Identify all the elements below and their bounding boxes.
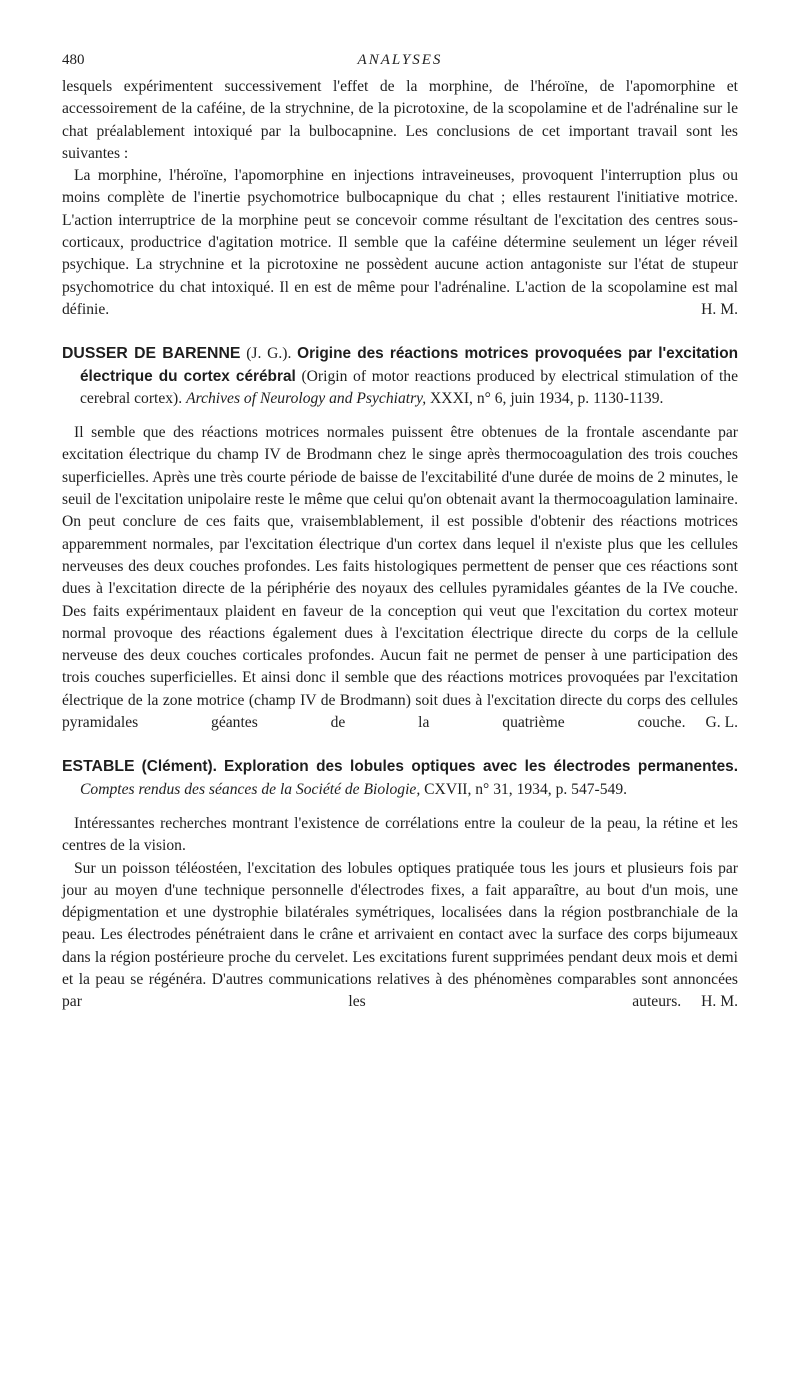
review3-author: ESTABLE <box>62 758 135 776</box>
review2-journal: Archives of Neurology and Psychiatry, <box>186 389 427 407</box>
review1-paragraph-2 <box>62 165 738 321</box>
review2-author: DUSSER DE BARENNE <box>62 345 241 363</box>
review3-title: Exploration des lobules optiques avec les électrodes permanentes. <box>223 758 738 776</box>
running-head <box>62 52 738 76</box>
review2-body-text: Il semble que des réactions motrices normales puissent être obtenues de la frontale ascendante par excitation électrique du champ IV de Brodmann chez le singe après thermocoagulation des trois couches superficielles. Après une très courte période de baisse de l'excitabilité d'une durée de moins de 2 minutes, le seuil de l'excitation unipolaire reste le même que celui qu'on obtenait avant la thermocoagulation laminaire. On peut conclure de ces faits que, vraisemblablement, il est possible d'obtenir des réactions motrices apparemment normales, par l'excitation électrique d'un cortex dans lequel il n'existe plus que les cellules nerveuses des deux couches profondes. Les faits histologiques permettent de penser que ces réactions sont dues à l'excitation directe de la périphérie des noyaux des cellules pyramidales géantes de la IVe couche. Des faits expérimentaux plaident en faveur de la conception qui veut que l'excitation du cortex moteur normal provoque des réactions également dues à l'excitation électrique directe du corps de la cellule nerveuse des deux couches corticales profondes. Aucun fait ne permet de penser à une participation des trois couches superficielles. Et ainsi donc il semble que des réactions motrices provoquées par l'excitation électrique de la zone motrice (champ IV de Brodmann) soit dues à l'excitation directe du corps des cellules pyramidales géantes de la quatrième couche. <box>62 424 738 732</box>
review-estable <box>62 756 738 1013</box>
review3-paragraph-2 <box>62 858 738 1014</box>
review3-paragraph-2-text: Sur un poisson téléostéen, l'excitation des lobules optiques pratiquée tous les jours et plusieurs fois par jour au moyen d'une technique personnelle d'électrodes fixes, a fait apparaître, au bout d'un mois, une dépigmentation et une dystrophie bilatérales symétriques, localisées dans la région postbranchiale de la peau. Les électrodes pénétraient dans le crâne et arrivaient en contact avec la surface des corps bijumeaux dans la région postérieure proche du cervelet. Les excitations furent supprimées pendant deux mois et demi et la peau se régénéra. D'autres communications relatives à des phénomènes comparables sont annoncées par les auteurs. <box>62 859 738 1011</box>
review3-initials: (Clément). <box>141 758 217 776</box>
journal-page <box>62 52 738 1014</box>
review1-paragraph-2-text: La morphine, l'héroïne, l'apomorphine en injections intraveineuses, provoquent l'interruption plus ou moins complète de l'inertie psychomotrice bulbocapnique du chat ; elles restaurent l'initiative motrice. L'action interruptrice de la morphine peut se concevoir comme résultant de l'excitation des centres sous-corticaux, productrice d'agitation motrice. Il semble que la caféine détermine seulement un léger réveil psychique. La strychnine et la picrotoxine ne possèdent aucune action antagoniste sur l'état de stupeur psychomotrice du chat intoxiqué. Il en est de même pour l'adrénaline. L'action de la scopolamine est mal définie. <box>62 167 738 318</box>
review1-signature: H. M. <box>701 300 738 318</box>
review2-title: Origine des réactions motrices provoquées par l'excitation électrique du cortex cérébral <box>80 345 739 385</box>
review2-translation: (Origin of motor reactions produced by electrical stimulation of the cerebral cortex). <box>80 367 738 407</box>
review2-initials: (J. G.). <box>246 345 292 363</box>
review3-reference: CXVII, n° 31, 1934, p. 547-549. <box>424 780 628 798</box>
review3-heading <box>62 756 738 801</box>
review-morphine-bulbocapnine <box>62 76 738 321</box>
review2-body <box>62 422 738 734</box>
review-dusser-de-barenne <box>62 343 738 734</box>
review2-heading <box>62 343 738 410</box>
review2-reference: XXXI, n° 6, juin 1934, p. 1130-1139. <box>430 389 664 407</box>
running-title: ANALYSES <box>357 52 443 68</box>
review2-signature: G. L. <box>705 714 738 732</box>
review1-paragraph-1: lesquels expérimentent successivement l'effet de la morphine, de l'héroïne, de l'apomorphine et accessoirement de la caféine, de la strychnine, de la picrotoxine, de la scopolamine et de l'adrénaline sur le chat préalablement intoxiqué par la bulbocapnine. Les conclusions de cet important travail sont les suivantes : <box>62 78 738 162</box>
review3-journal: Comptes rendus des séances de la Société de Biologie, <box>80 780 421 798</box>
review3-paragraph-1: Intéressantes recherches montrant l'existence de corrélations entre la couleur de la peau, la rétine et les centres de la vision. <box>62 814 738 855</box>
page-number: 480 <box>62 52 85 68</box>
review3-signature: H. M. <box>701 993 738 1011</box>
